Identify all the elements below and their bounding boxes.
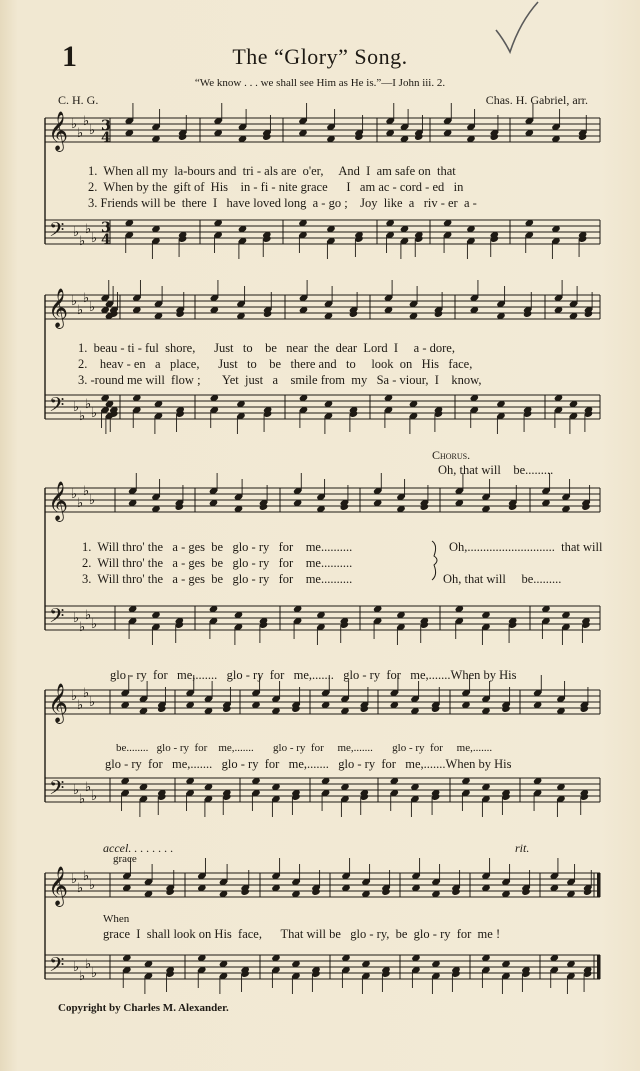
system3-treble-key: ♭: [71, 487, 78, 502]
system1-bass-key: ♭: [85, 222, 92, 237]
system2-treble-key: ♭: [71, 294, 78, 309]
system2-bass-clef: 𝄢: [49, 393, 65, 421]
chorus-verse2: 2. Will thro' the a - ges be glo - ry for me..........: [82, 556, 353, 570]
system2-bass-key: ♭: [73, 400, 80, 415]
system1-time-sig: 3: [101, 118, 111, 134]
chorus-response2: Oh, that will be.........: [443, 572, 562, 586]
system1-treble-key: ♭: [71, 117, 78, 132]
system1-treble-clef: 𝄞: [48, 111, 69, 151]
system4-treble-key: ♭: [89, 695, 96, 710]
system2-bass-key: ♭: [85, 397, 92, 412]
system5-treble-clef: 𝄞: [48, 866, 69, 906]
composer-credit: Chas. H. Gabriel, arr.: [485, 93, 588, 107]
chorus-verse1: 1. Will thro' the a - ges be glo - ry for me..........: [82, 540, 353, 554]
system3-bass-key: ♭: [79, 620, 86, 635]
system4-upper-lyrics: glo - ry for me,....... glo - ry for me,....... glo - ry for me,.......When by His: [110, 668, 517, 682]
system5-lyrics: grace I shall look on His face, That will be glo - ry, be glo - ry for me !: [103, 927, 501, 941]
system3-bass-key: ♭: [85, 608, 92, 623]
scripture-reference: I John iii. 2.: [392, 77, 446, 89]
system5-bass-key: ♭: [91, 966, 98, 981]
system4-bass-key: ♭: [73, 783, 80, 798]
system5-bass-clef: 𝄢: [49, 953, 65, 981]
rit-marking: rit.: [515, 841, 530, 855]
system4-treble-clef: 𝄞: [48, 683, 69, 723]
system5-treble-key: ♭: [89, 878, 96, 893]
system2-treble-clef: 𝄞: [48, 288, 69, 328]
hymn-number: 1: [62, 40, 77, 73]
system2-verse2: 2. heav - en a place, Just to be there and to look on His face,: [78, 357, 473, 371]
system1-bass-key: ♭: [91, 231, 98, 246]
system2-treble-key: ♭: [77, 303, 84, 318]
system1-time-sig-bass: 3: [101, 220, 111, 236]
copyright-notice: Copyright by Charles M. Alexander.: [58, 1002, 229, 1014]
system5-bass-key: ♭: [73, 960, 80, 975]
system5-bass-key: ♭: [85, 957, 92, 972]
system1-bass-key: ♭: [79, 234, 86, 249]
system1-treble-key: ♭: [89, 123, 96, 138]
chorus-response1: Oh,............................ that will: [449, 540, 603, 554]
system1-bass-clef: 𝄢: [49, 218, 65, 246]
system4-lower-lyrics: be........ glo - ry for me,....... glo - ry for me,....... glo - ry for me,.......: [116, 742, 493, 754]
system2-verse1: 1. beau - ti - ful shore, Just to be near the dear Lord I a - dore,: [78, 341, 455, 355]
system2-verse3: 3. -round me will flow ; Yet just a smile from my Sa - viour, I know,: [78, 373, 482, 387]
system2-bass-key: ♭: [91, 406, 98, 421]
system3-treble-key: ♭: [83, 484, 90, 499]
system4-bass-key: ♭: [91, 789, 98, 804]
system1-bass-key: ♭: [73, 225, 80, 240]
chorus-alto-line: Oh, that will be.........: [438, 463, 554, 477]
system4-treble-key: ♭: [71, 689, 78, 704]
accel-marking: accel. . . . . . . .: [103, 841, 174, 855]
hymn-title: The “Glory” Song.: [232, 44, 408, 69]
final-barline-thick: [597, 955, 600, 979]
lyricist-credit: C. H. G.: [58, 93, 99, 107]
system3-treble-key: ♭: [77, 496, 84, 511]
system5-treble-key: ♭: [77, 881, 84, 896]
final-barline-thick: [597, 873, 600, 897]
system2-treble-key: ♭: [89, 300, 96, 315]
chorus-verse3: 3. Will thro' the a - ges be glo - ry for me..........: [82, 572, 353, 586]
system1-verse2: 2. When by the gift of His in - fi - nite grace I am ac - cord - ed in: [88, 180, 464, 194]
system1-treble-key: ♭: [77, 126, 84, 141]
chorus-brace: [432, 541, 437, 580]
system5-treble-key: ♭: [83, 869, 90, 884]
system4-treble-key: ♭: [83, 686, 90, 701]
system1-verse3: 3. Friends will be there I have loved long a - go ; Joy like a riv - er a -: [88, 196, 477, 210]
system5-grace-label: grace: [113, 853, 137, 865]
system5-bass-key: ♭: [79, 969, 86, 984]
system1-treble-key: ♭: [83, 114, 90, 129]
system4-bass-key: ♭: [79, 792, 86, 807]
system4-treble-key: ♭: [77, 698, 84, 713]
system4-bass-key: ♭: [85, 780, 92, 795]
chorus-label: Chorus.: [432, 448, 471, 462]
system1-verse1: 1. When all my la-bours and tri - als are o'er, And I am safe on that: [88, 164, 456, 178]
system5-when-label: When: [103, 913, 130, 925]
system4-bass-clef: 𝄢: [49, 776, 65, 804]
system4-bass-lyrics: glo - ry for me,....... glo - ry for me,....... glo - ry for me,.......When by His: [105, 757, 512, 771]
system3-bass-key: ♭: [91, 617, 98, 632]
system2-bass-key: ♭: [79, 409, 86, 424]
system3-bass-clef: 𝄢: [49, 604, 65, 632]
system1-time-sig-bass: 4: [101, 232, 111, 248]
system3-treble-key: ♭: [89, 493, 96, 508]
system2-treble-key: ♭: [83, 291, 90, 306]
scripture-text: “We know . . . we shall see Him as He is.”—: [194, 77, 393, 89]
system5-treble-key: ♭: [71, 872, 78, 887]
system1-time-sig: 4: [101, 130, 111, 146]
system3-treble-clef: 𝄞: [48, 481, 69, 521]
system3-bass-key: ♭: [73, 611, 80, 626]
